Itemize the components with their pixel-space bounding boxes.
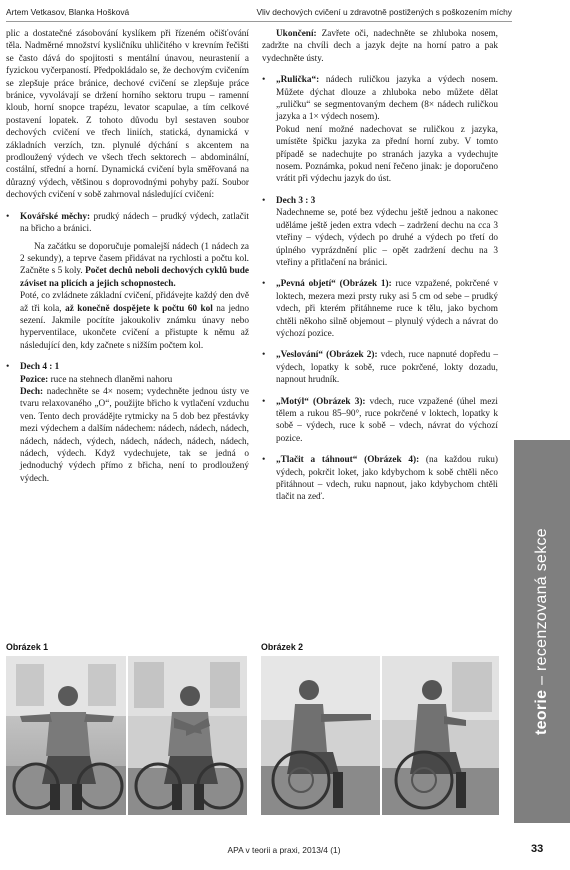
item-text: ruce na stehnech dlaněmi nahoru: [48, 374, 173, 385]
bullet-icon: •: [6, 362, 10, 373]
item-title: „Veslování“ (Obrázek 2):: [276, 350, 378, 361]
list-item-dech-4-1: [6, 361, 249, 485]
bullet-icon: •: [262, 279, 266, 290]
item-emphasis: Počet dechů neboli dechových cyklů bude záviset na plicích a jejich schopnostech.: [20, 266, 250, 289]
item-title: „Tlačit a táhnout“ (Obrázek 4):: [276, 455, 420, 466]
page-number: 33: [531, 843, 544, 855]
figure-1-label: Obrázek 1: [6, 642, 49, 652]
bullet-icon: •: [262, 195, 266, 206]
section-sidebar-label: [514, 440, 570, 823]
ukonceni-label: Ukončení:: [276, 29, 317, 39]
bullet-icon: •: [262, 396, 266, 407]
list-item-dech-3-3: [262, 195, 498, 269]
right-column: [262, 28, 498, 504]
section-sidebar: [514, 440, 570, 823]
item-title: Kovářské měchy:: [20, 211, 91, 222]
bullet-icon: •: [262, 75, 266, 86]
item-label: Dech:: [20, 386, 44, 397]
item-text: (na každou ruku) výdech, pokrčit loket, jako kdybychom k sobě chtěli něco přitáhnout – vdech, ruku napnout, jako kdybychom chtěli tlačit na zeď.: [276, 455, 498, 503]
item-text: Nadechneme se, poté bez výdechu ještě jednou a nakonec uděláme ještě jeden extra vdech – zadržení dechu na cca 3 vteřiny – výdech, výdech po druhé a výdech po třetí do úplného vyprázdnění plic – opět zadržení dechu na 3 vteřiny a přitlačení na bránici.: [276, 208, 498, 268]
item-text: nádech ruličkou jazyka a výdech nosem. Můžete dýchat dlouze a zhluboka nebo můžete dělat „ruličku“ se segmentovaným dechem (8× nádech ruličkou jazyka a 1× výdech nosem).: [276, 75, 498, 123]
item-emphasis: až konečně dospějete k počtu 60 kol: [65, 303, 213, 314]
figure-1-photo-b: [128, 656, 247, 815]
item-text: vdech, ruce vzpažené (úhel mezi tělem a rukou 85–90°, ruce pokrčené v loktech, lopatky k sobě – výdech, ruce k sobě – vdech, návrat do výchozí pozice.: [276, 396, 498, 444]
item-text: na jedno sezení. Jakmile pocítíte jakoukoliv známku únavy nebo hyperventilace, ukončete cvičení a přistupte k němu až následující den, kdy začnete s nižším počtem kol.: [20, 303, 250, 351]
item-text: vdech, ruce napnuté dopředu – výdech, lopatky k sobě, ruce pokrčené, lokty dozadu, napnout hrudník.: [276, 350, 498, 386]
item-title: Dech 4 : 1: [20, 362, 60, 373]
item-text: Pokud není možné nadechovat se ruličkou z jazyka, umístěte špičku jazyka za přední horní zuby. V tomto případě se nadechujte po stranách jazyka a vydechujte nosem. Poznámka, pokud není řečeno jinak: je doporučeno vrátit při výdechu jazyk do úst.: [276, 124, 498, 185]
figure-1-photo-a: [6, 656, 126, 815]
item-title: Dech 3 : 3: [276, 195, 316, 206]
list-item-motyl: [262, 396, 498, 446]
bullet-icon: •: [262, 350, 266, 361]
item-text: nadechněte se 4× nosem; vydechněte jednou ústy ve tvaru relaxovaného „O“, použijte břicho k vytlačení vzduchu ven. Tento dech provádějte rytmicky na 5 dob bez přestávky mezi výdechem a dalším nádechem: nádech, nádech, nádech, nádech, nádech, výdech, nádech, nádech, nádech, nádech, nádech, výdech. Když vydechujete, tak se jedná o jednoduchý výdech přímo z břicha, není to prodloužený výdech.: [20, 386, 249, 484]
item-text: Poté, co zvládnete základní cvičení, přidávejte každý den dvě až tři kola,: [20, 291, 249, 314]
ukonceni-text: Zavřete oči, nadechněte se zhluboka nosem, zadržte na chvíli dech a jazyk dejte na horní patro a pak vydechněte ústy.: [262, 29, 498, 64]
section-subname: recenzovaná sekce: [533, 527, 550, 671]
item-title: „Pevná objetí“ (Obrázek 1):: [276, 279, 392, 290]
list-item-veslovani: [262, 349, 498, 386]
item-label: Pozice:: [20, 374, 49, 385]
list-item-tlacit-a-tahnout: [262, 454, 498, 504]
header-running-title: Vliv dechových cvičení u zdravotně postižených s poškozením míchy: [256, 7, 512, 17]
figure-2-label: Obrázek 2: [261, 642, 304, 652]
item-title: „Motýl“ (Obrázek 3):: [276, 396, 366, 407]
footer-journal: APA v teorii a praxi, 2013/4 (1): [227, 845, 341, 855]
list-item-kovarske-mechy: [6, 211, 249, 352]
item-text: ruce vzpažené, pokrčené v loktech, mezera mezi prsty ruky asi 5 cm od sebe – prudký vdech, při kterém přitáhneme ruce k tělu, jako bychom chtěli někoho silně objemout – plynulý výdech a návrat do výchozí pozice.: [276, 279, 498, 339]
list-item-pevna-objeti: [262, 278, 498, 340]
figure-2-photo-a: [261, 656, 380, 815]
section-separator: –: [533, 670, 550, 690]
figure-2-photo-b: [382, 656, 499, 815]
item-text: prudký nádech – prudký výdech, zatlačit na břicho a bránici.: [20, 211, 249, 235]
bullet-icon: •: [6, 211, 10, 222]
section-name: teorie: [533, 689, 550, 736]
left-column: [6, 28, 249, 485]
bullet-icon: •: [262, 455, 266, 466]
left-paragraph-intro: plic a dostatečné zásobování kyslíkem při řízeném očišťování těla. Nadměrné množství kysličníku uhličitého v krevním řečišti se často dává do spojitosti s mentální únavou, neurastenií a fyzickou vyčerpaností. Předpokládalo se, že dechovým cvičením se zlepšuje práce bránice, dechové cvičení se zlepšuje práce bránice, vyvolávají se držení horního sektoru trupu – ramenní kloub, horní snopce trapézu, levator scapulae, a tím celkové postavení lopatek. Z tohoto důvodu byl sestaven soubor dechových cvičení ve třech liniích, statická, dynamická v základních verzích, tzn. plynulé dýchání s akcentem na prodloužený výdech ve všech třech sektorech – abdominální, costální, střední a horní. Dynamická cvičení byla směřovaná na důrazný výdech, většinou s doprovodnými pohyby paží. Soubor dechových cvičení v sobě zahrnoval následující cvičení:: [6, 29, 249, 201]
item-text: Na začátku se doporučuje pomalejší nádech (1 nádech za 2 sekundy), a teprve časem přidávat na rychlosti a počtu kol. Začněte s 5 koly.: [20, 241, 249, 277]
list-item-rulicka: [262, 74, 498, 186]
header-authors: Artem Vetkasov, Blanka Hošková: [6, 7, 130, 17]
item-title: „Rulička“:: [276, 75, 320, 86]
header-rule: [6, 21, 512, 22]
